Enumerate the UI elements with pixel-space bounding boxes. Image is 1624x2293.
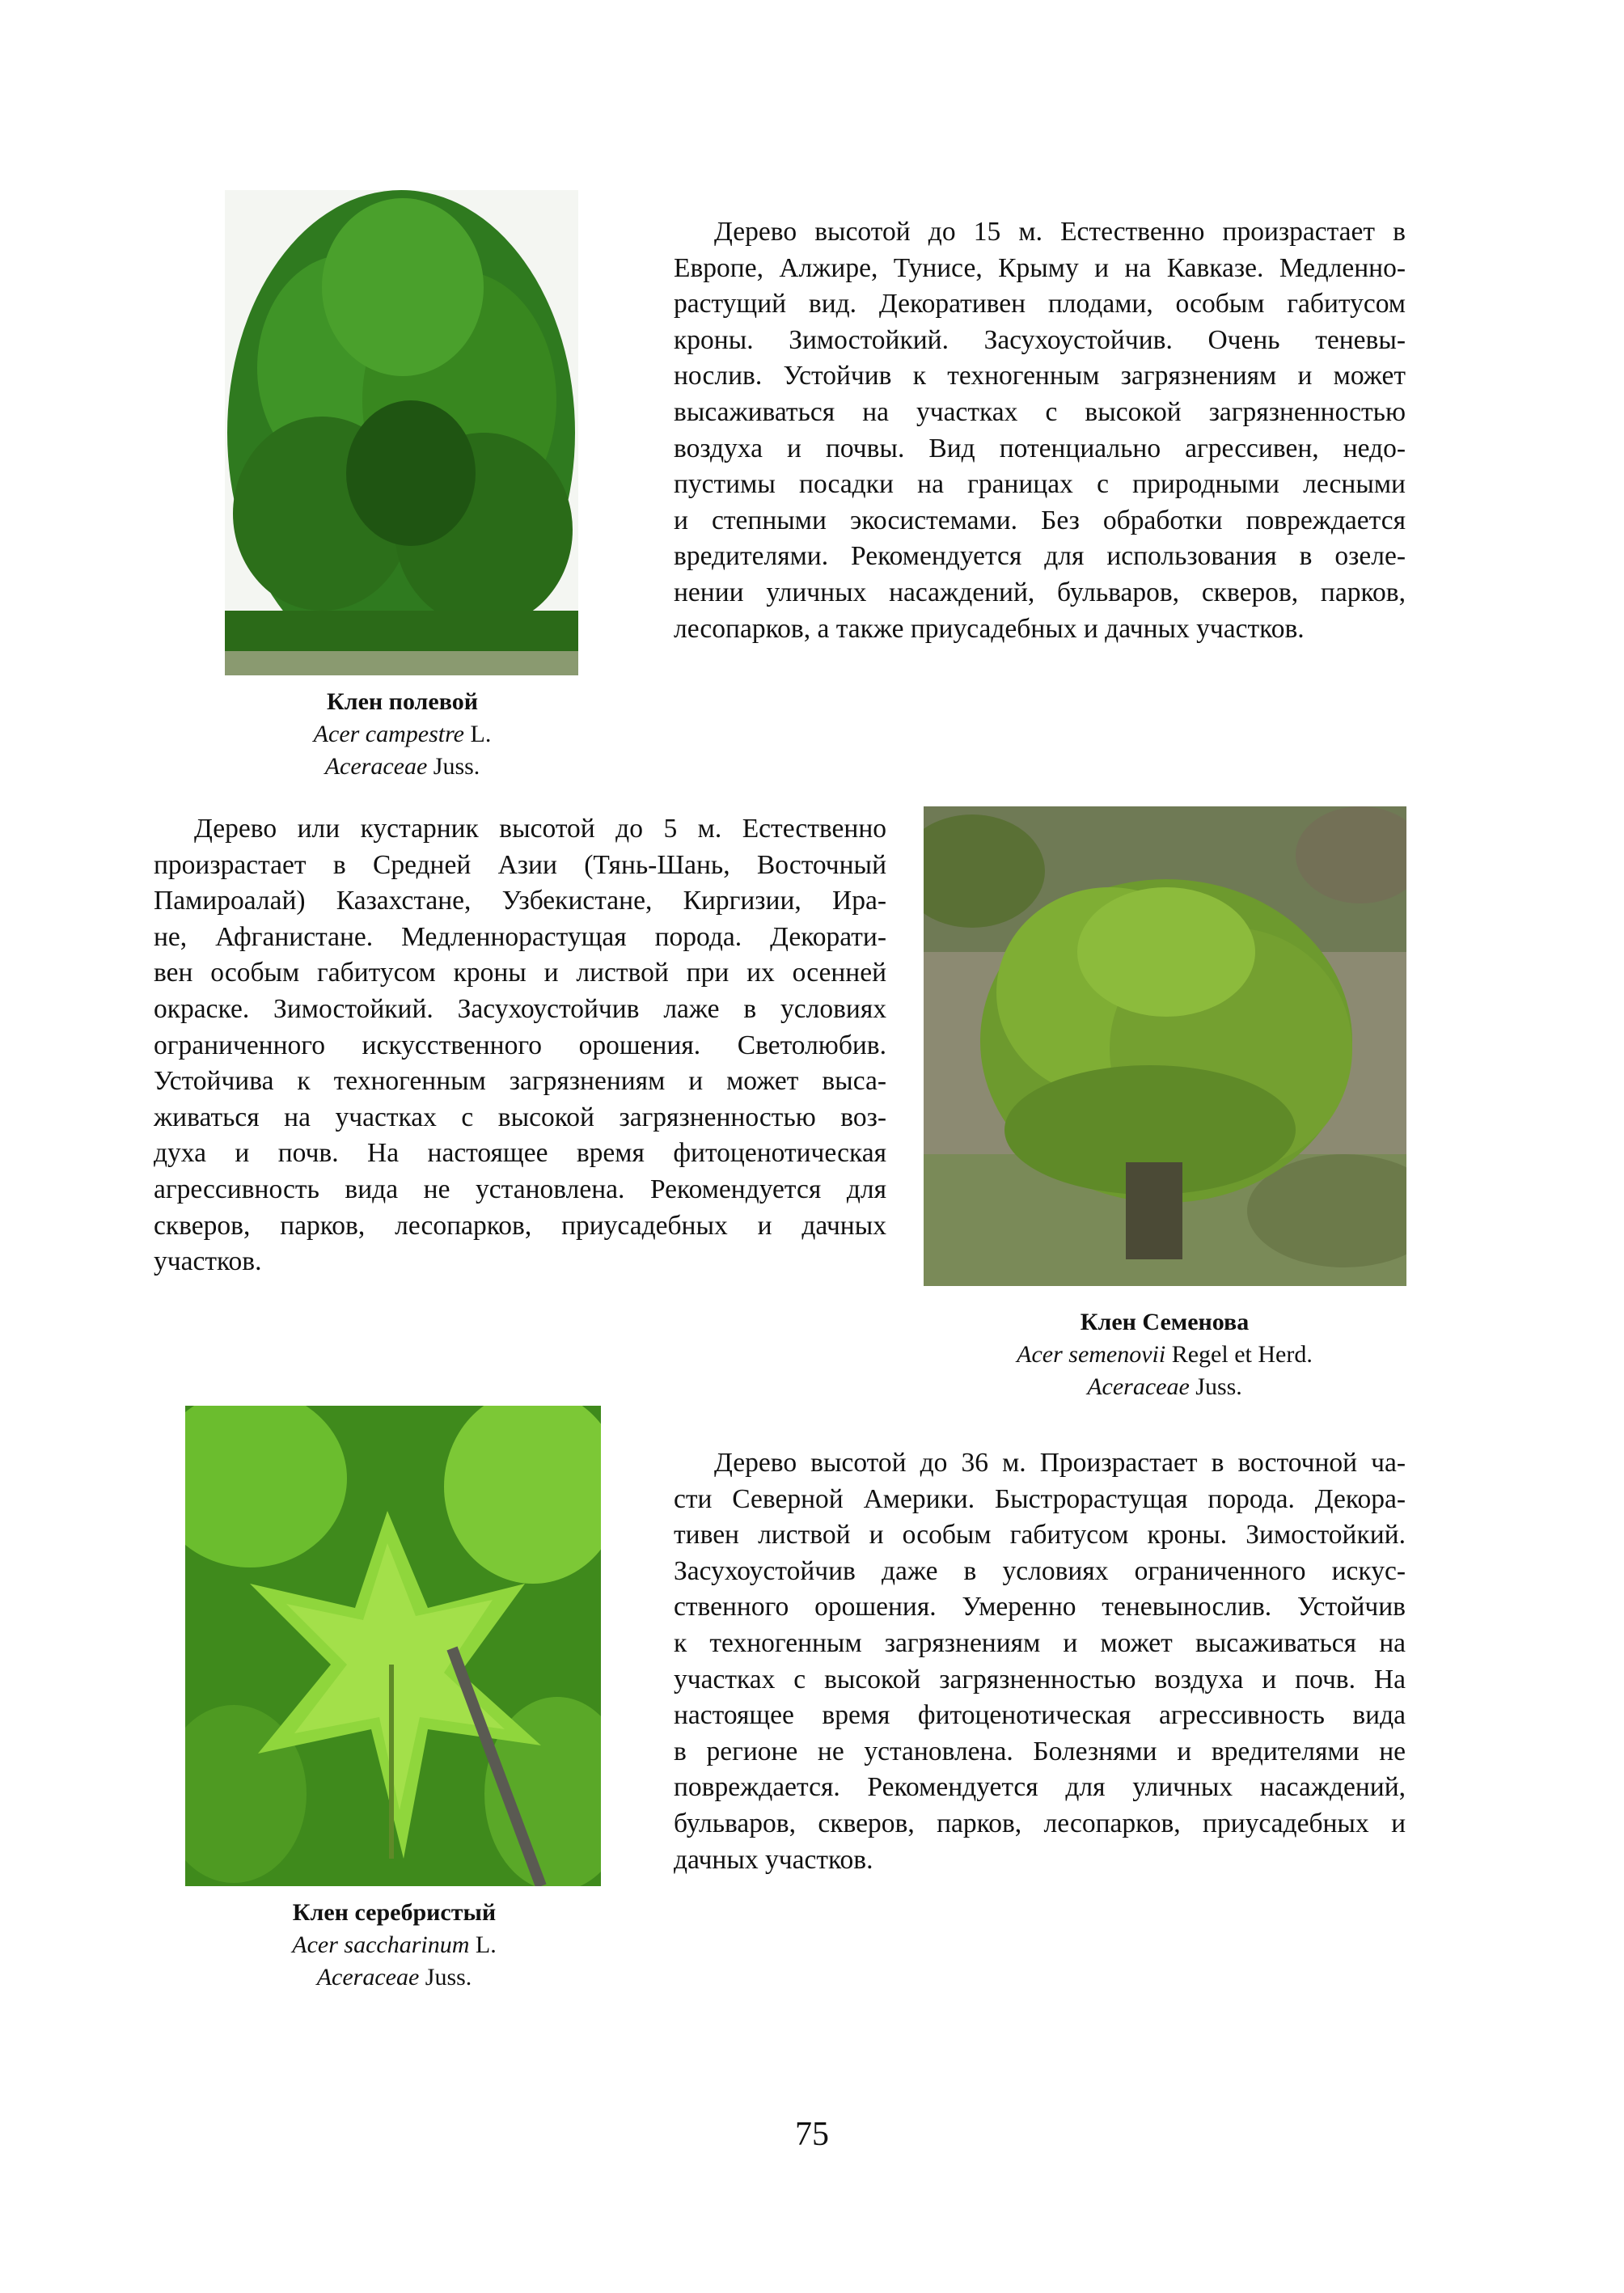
species-common-name: Клен Семенова [1080, 1309, 1250, 1335]
text-line: скверов, парков, лесопарков, приусадебных и дачных [154, 1210, 886, 1241]
text-line: Дерево высотой до 36 м. Произрастает в восточной ча- [714, 1448, 1406, 1478]
species-common-name: Клен полевой [326, 688, 478, 715]
text-line: растущий вид. Декоративен плодами, особым габитусом [674, 289, 1406, 319]
text-line: Памироалай) Казахстане, Узбекистане, Киргизии, Ира- [154, 886, 886, 916]
text-line: воздуха и почвы. Вид потенциально агрессивен, недо- [674, 433, 1406, 463]
acer-semenovii-caption [954, 1306, 1375, 1403]
acer-saccharinum-photo [185, 1406, 601, 1886]
species-latin-name: Acer campestre L. [313, 721, 492, 747]
text-line: пустимы посадки на границах с природными лесными [674, 469, 1406, 500]
text-line: нении уличных насаждений, бульваров, скверов, парков, [674, 577, 1406, 607]
text-line: вредителями. Рекомендуется для использования в озеле- [674, 541, 1406, 572]
text-line: Устойчива к техногенным загрязнениям и может выса- [154, 1066, 886, 1097]
text-line: не, Афганистане. Медленнорастущая порода. Декорати- [154, 921, 886, 952]
text-line: тивен листвой и особым габитусом кроны. Зимостойкий. [674, 1520, 1406, 1551]
text-line: духа и почв. На настоящее время фитоценотическая [154, 1138, 886, 1169]
text-line: в регионе не установлена. Болезнями и вредителями не [674, 1736, 1406, 1766]
text-line: повреждается. Рекомендуется для уличных насаждений, [674, 1772, 1406, 1803]
text-line: ограниченного искусственного орошения. Светолюбив. [154, 1030, 886, 1060]
text-line: и степными экосистемами. Без обработки повреждается [674, 505, 1406, 535]
species-family: Aceraceae Juss. [1087, 1373, 1242, 1400]
text-line: высаживаться на участках с высокой загрязненностью [674, 396, 1406, 427]
species-latin-name: Acer saccharinum L. [292, 1931, 497, 1958]
text-line: ственного орошения. Умеренно теневынослив. Устойчив [674, 1592, 1406, 1622]
text-line: дачных участков. [674, 1844, 873, 1875]
text-line: Дерево или кустарник высотой до 5 м. Естественно [194, 814, 886, 844]
acer-campestre-photo [225, 190, 578, 675]
page-number: 75 [795, 2116, 829, 2153]
text-line: агрессивность вида не установлена. Рекомендуется для [154, 1174, 886, 1204]
text-line: окраске. Зимостойкий. Засухоустойчив лаже в условиях [154, 993, 886, 1024]
text-line: Засухоустойчив даже в условиях ограниченного искус- [674, 1555, 1406, 1586]
text-line: участках с высокой загрязненностью воздуха и почв. На [674, 1664, 1406, 1694]
acer-semenovii-photo [924, 806, 1406, 1286]
species-family: Aceraceae Juss. [316, 1964, 472, 1991]
acer-saccharinum-caption [226, 1897, 562, 1994]
text-line: живаться на участках с высокой загрязненностью воз- [154, 1102, 886, 1132]
text-line: участков. [154, 1246, 262, 1277]
species-family: Aceraceae Juss. [324, 753, 480, 780]
text-line: к техногенным загрязнениям и может высаживаться на [674, 1627, 1406, 1658]
text-line: произрастает в Средней Азии (Тянь-Шань, Восточный [154, 849, 886, 880]
species-latin-name: Acer semenovii Regel et Herd. [1017, 1341, 1313, 1368]
text-line: Дерево высотой до 15 м. Естественно произрастает в [714, 217, 1406, 247]
text-line: бульваров, скверов, парков, лесопарков, приусадебных и [674, 1808, 1406, 1838]
acer-campestre-description [674, 214, 1406, 647]
acer-campestre-caption [235, 686, 570, 783]
text-line: Европе, Алжире, Тунисе, Крыму и на Кавказе. Медленно- [674, 252, 1406, 283]
text-line: кроны. Зимостойкий. Засухоустойчив. Очень теневы- [674, 324, 1406, 355]
text-line: настоящее время фитоценотическая агрессивность вида [674, 1700, 1406, 1731]
acer-semenovii-description [154, 811, 886, 1280]
acer-saccharinum-description [674, 1445, 1406, 1878]
text-line: лесопарков, а также приусадебных и дачных участков. [674, 613, 1305, 644]
text-line: вен особым габитусом кроны и листвой при их осенней [154, 958, 886, 988]
text-line: сти Северной Америки. Быстрорастущая порода. Декора- [674, 1483, 1406, 1514]
species-common-name: Клен серебристый [292, 1899, 497, 1926]
text-line: нослив. Устойчив к техногенным загрязнениям и может [674, 361, 1406, 391]
